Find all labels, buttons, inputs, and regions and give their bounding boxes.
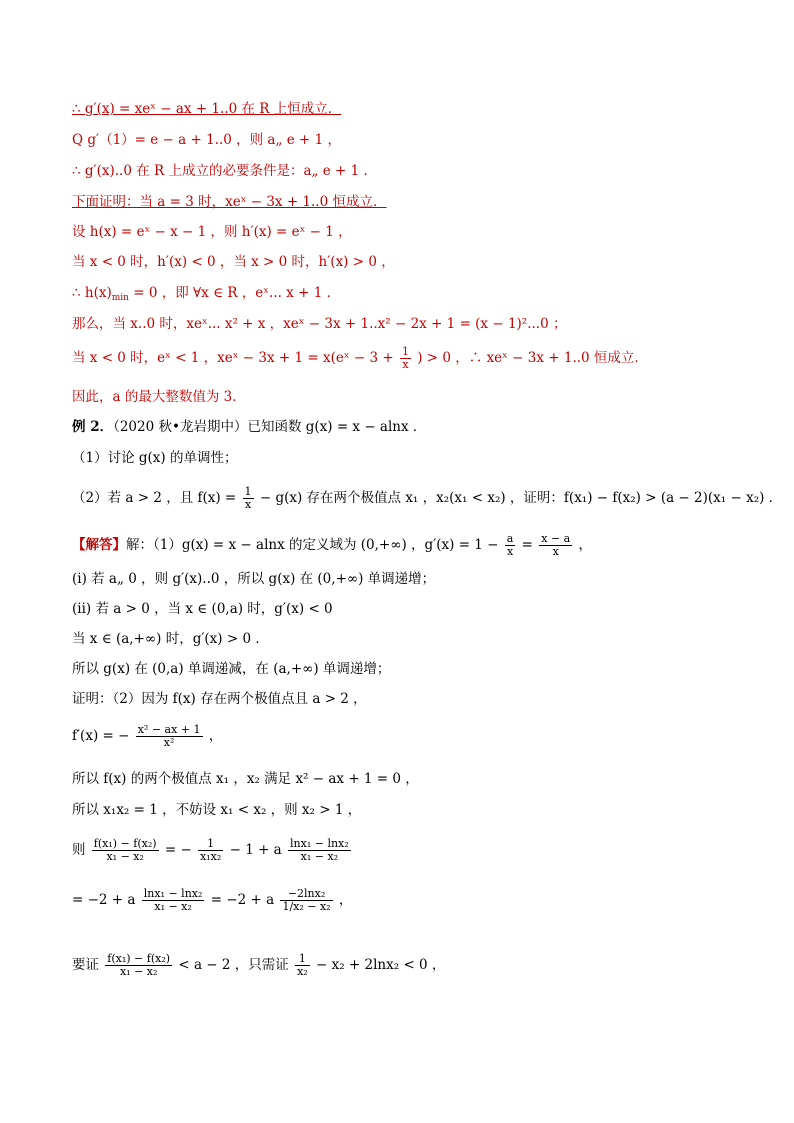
conclusion-line: 因此，a 的最大整数值为 3． bbox=[72, 389, 246, 405]
fraction: $\frac{1}{x}$ bbox=[401, 345, 409, 371]
solution-line: 所以 f(x) 的两个极值点 x₁ ，x₂ 满足 x² − ax + 1 = 0 ， bbox=[72, 771, 419, 787]
fraction: $\frac{1}{\text{x₂}}$ bbox=[297, 952, 308, 978]
formula-line: = −2 + a $\frac{\text{lnx₁ − lnx₂}}{\text{x₁ − x₂}}$ = −2 + a $\frac{\text{−2lnx₂}}{\text{1/x₂ − x₂}}$ ， bbox=[72, 887, 353, 913]
answer-line: 【解答】解：（1）g(x) = x − alnx 的定义域为 (0,+∞) ，g′(x) = 1 − $\frac{a}{x}$ = $\frac{x - a}{x}$ ， bbox=[72, 532, 593, 558]
proof-line: ∴ g′(x)..0 在 R 上成立的必要条件是：a„ e + 1 ． bbox=[72, 163, 378, 179]
proof-line: Q g′（1）= e − a + 1..0 ，则 a„ e + 1 ， bbox=[72, 132, 342, 148]
fraction: $\frac{\text{f(x₁) − f(x₂)}}{\text{x₁ − x₂}}$ bbox=[93, 837, 157, 863]
question-1: （1）讨论 g(x) 的单调性； bbox=[72, 450, 238, 466]
proof-line: 下面证明：当 a = 3 时，xeˣ − 3x + 1..0 恒成立． bbox=[72, 194, 387, 210]
solution-line: 证明：（2）因为 f(x) 存在两个极值点且 a > 2 ， bbox=[72, 691, 367, 707]
solution-line: 所以 g(x) 在 (0,a) 单调递减，在 (a,+∞) 单调递增； bbox=[72, 661, 391, 677]
fraction: $\frac{x - a}{x}$ bbox=[541, 532, 571, 558]
fraction: $\frac{1}{x}$ bbox=[244, 485, 252, 511]
fraction: $\frac{\text{lnx₁ − lnx₂}}{\text{x₁ − x₂}}$ bbox=[290, 837, 349, 863]
fraction: $\frac{\text{f(x₁) − f(x₂)}}{\text{x₁ − x₂}}$ bbox=[107, 952, 171, 978]
formula-line: f′(x) = − $\frac{\text{x² − ax + 1}}{\text{x²}}$ ， bbox=[72, 723, 223, 749]
question-2: （2）若 a > 2 ，且 f(x) = $\frac{1}{x}$ − g(x) 存在两个极值点 x₁ ，x₂(x₁ < x₂) ，证明：f(x₁) − f(x₂) > (a − 2)(x₁ − x₂) ． bbox=[72, 485, 783, 511]
proof-line: 当 x < 0 时，eˣ < 1 ，xeˣ − 3x + 1 = x(eˣ − 3 + $\frac{1}{x}$ ) > 0 ，∴ xeˣ − 3x + 1..0 恒成立． bbox=[72, 345, 648, 371]
proof-line: 那么，当 x..0 时，xeˣ... x² + x ，xeˣ − 3x + 1..x² − 2x + 1 = (x − 1)²...0 ； bbox=[72, 316, 567, 332]
proof-line: ∴ g′(x) = xeˣ − ax + 1..0 在 R 上恒成立． bbox=[72, 101, 342, 117]
example-heading: 例 2．（2020 秋•龙岩期中）已知函数 g(x) = x − alnx ． bbox=[72, 419, 427, 435]
fraction: $\frac{a}{x}$ bbox=[506, 532, 514, 558]
formula-line: 要证 $\frac{\text{f(x₁) − f(x₂)}}{\text{x₁ − x₂}}$ < a − 2 ，只需证 $\frac{1}{\text{x₂}}$ − x₂ + 2lnx₂ < 0 ， bbox=[72, 952, 446, 978]
solution-line: (ii) 若 a > 0 ，当 x ∈ (0,a) 时，g′(x) < 0 bbox=[72, 601, 333, 617]
solution-line: 当 x ∈ (a,+∞) 时，g′(x) > 0 ． bbox=[72, 631, 269, 647]
fraction: $\frac{\text{x² − ax + 1}}{\text{x²}}$ bbox=[137, 723, 201, 749]
fraction: $\frac{\text{lnx₁ − lnx₂}}{\text{x₁ − x₂}}$ bbox=[143, 887, 203, 913]
solution-line: (i) 若 a„ 0 ，则 g′(x)..0 ，所以 g(x) 在 (0,+∞) 单调递增； bbox=[72, 571, 436, 587]
fraction: $\frac{\text{−2lnx₂}}{\text{1/x₂ − x₂}}$ bbox=[282, 887, 331, 913]
proof-line: 当 x < 0 时，h′(x) < 0 ，当 x > 0 时，h′(x) > 0 ， bbox=[72, 254, 395, 270]
formula-line: 则 $\frac{\text{f(x₁) − f(x₂)}}{\text{x₁ − x₂}}$ = − $\frac{1}{\text{x₁x₂}}$ − 1 + a $\frac{\text{lnx₁ − lnx₂}}{\text{x₁ − x₂}}$ bbox=[72, 837, 349, 863]
fraction: $\frac{1}{\text{x₁x₂}}$ bbox=[200, 837, 222, 863]
proof-line: ∴ $h(x)_{min} = 0$ ，即 ∀x ∈ R ，eˣ... x + 1 ． bbox=[72, 285, 341, 303]
solution-line: 所以 x₁x₂ = 1 ，不妨设 x₁ < x₂ ，则 x₂ > 1 ， bbox=[72, 802, 362, 818]
proof-line: 设 h(x) = eˣ − x − 1 ，则 h′(x) = eˣ − 1 ， bbox=[72, 224, 352, 240]
